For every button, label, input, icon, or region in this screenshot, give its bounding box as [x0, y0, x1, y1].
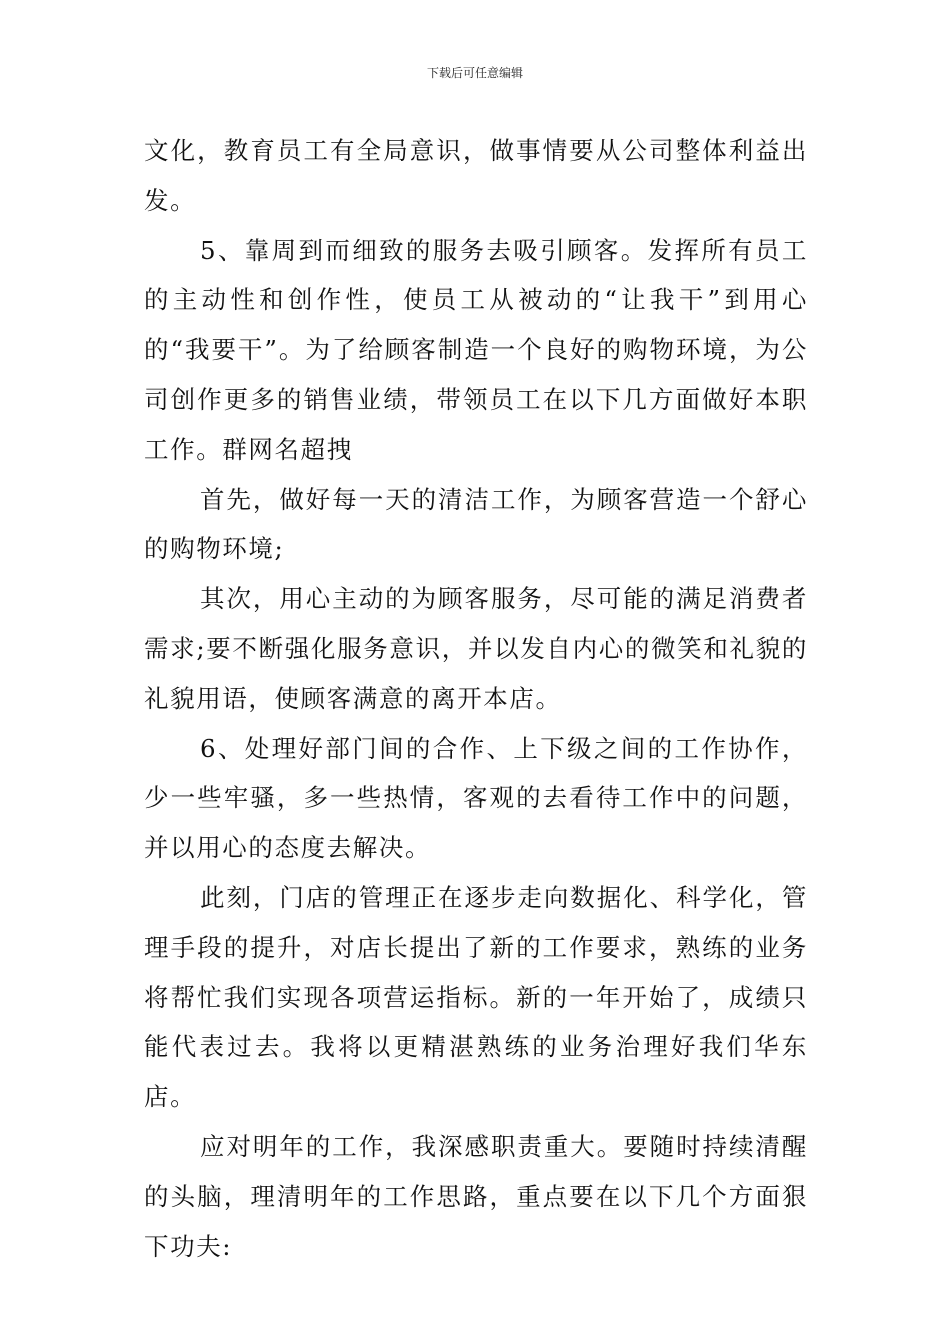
paragraph: 6、处理好部门间的合作、上下级之间的工作协作，少一些牢骚，多一些热情，客观的去看待工作中的问题，并以用心的态度去解决。 — [144, 733, 808, 863]
paragraph: 应对明年的工作，我深感职责重大。要随时持续清醒的头脑，理清明年的工作思路，重点要在以下几个方面狠下功夫: — [144, 1131, 808, 1261]
document-body — [144, 126, 808, 1271]
paragraph: 此刻，门店的管理正在逐步走向数据化、科学化，管理手段的提升，对店长提出了新的工作要求，熟练的业务将帮忙我们实现各项营运指标。新的一年开始了，成绩只能代表过去。我将以更精湛熟练的业务治理好我们华东店。 — [144, 882, 808, 1112]
page-header: 下载后可任意编辑 — [426, 66, 523, 80]
paragraph: 其次，用心主动的为顾客服务，尽可能的满足消费者需求;要不断强化服务意识，并以发自内心的微笑和礼貌的礼貌用语，使顾客满意的离开本店。 — [144, 584, 808, 713]
paragraph: 文化，教育员工有全局意识，做事情要从公司整体利益出发。 — [144, 136, 808, 215]
paragraph: 首先，做好每一天的清洁工作，为顾客营造一个舒心的购物环境; — [144, 484, 808, 564]
paragraph: 5、靠周到而细致的服务去吸引顾客。发挥所有员工的主动性和创作性，使员工从被动的“让我干”到用心的“我要干”。为了给顾客制造一个良好的购物环境，为公司创作更多的销售业绩，带领员工在以下几方面做好本职工作。群网名超拽 — [144, 235, 808, 464]
